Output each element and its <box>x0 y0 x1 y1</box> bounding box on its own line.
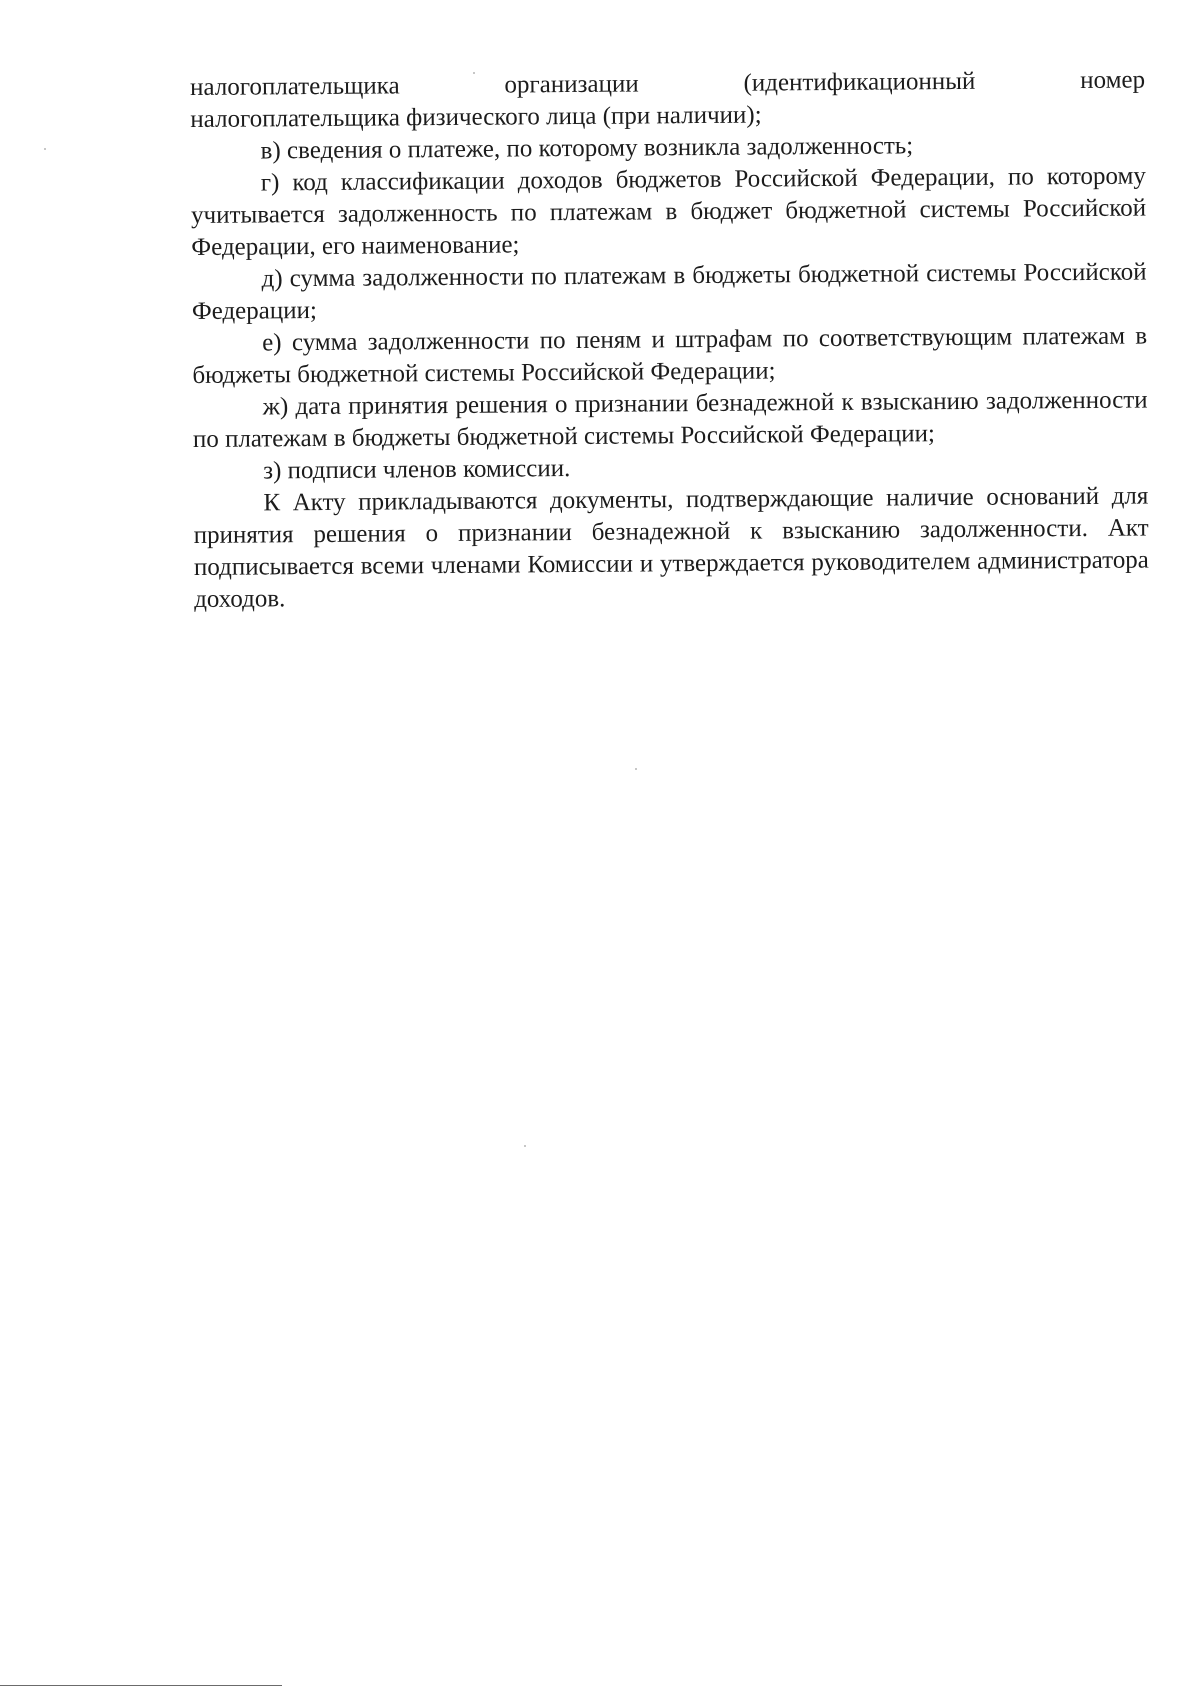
scan-speck <box>44 148 46 150</box>
paragraph-item-e: е) сумма задолженности по пеням и штрафам по соответствующим платежам в бюджеты бюджетной системы Российской Федерации; <box>192 322 1148 389</box>
bottom-divider <box>0 1685 282 1686</box>
word-number: номер <box>1080 66 1146 95</box>
paragraph-item-v: в) сведения о платеже, по которому возникла задолженность; <box>260 132 914 165</box>
scan-speck <box>524 1145 526 1147</box>
paragraph-continuation: налогоплательщика физического лица (при наличии); <box>190 101 762 133</box>
scan-speck <box>473 72 475 74</box>
document-body <box>190 64 1149 615</box>
paragraph-item-z: з) подписи членов комиссии. <box>263 455 571 485</box>
paragraph-item-g: г) код классификации доходов бюджетов Российской Федерации, по которому учитывается задолженность по платежам в бюджет бюджетной системы Российской Федерации, его наименование; <box>191 162 1147 261</box>
paragraph-item-d: д) сумма задолженности по платежам в бюджеты бюджетной системы Российской Федерации; <box>191 258 1147 325</box>
scan-speck <box>635 768 637 770</box>
word-identification: (идентификационный <box>743 67 976 97</box>
word-taxpayer: налогоплательщика <box>190 72 400 101</box>
paragraph-act-attachments: К Акту прикладываются документы, подтверждающие наличие оснований для принятия решения о признании безнадежной к взысканию задолженности. Акт подписывается всеми членами Комиссии и утверждается руководителем администратора доходов. <box>193 482 1149 613</box>
paragraph-item-zh: ж) дата принятия решения о признании безнадежной к взысканию задолженности по платежам в бюджеты бюджетной системы Российской Федерации; <box>192 386 1148 453</box>
word-organization: организации <box>504 70 639 99</box>
